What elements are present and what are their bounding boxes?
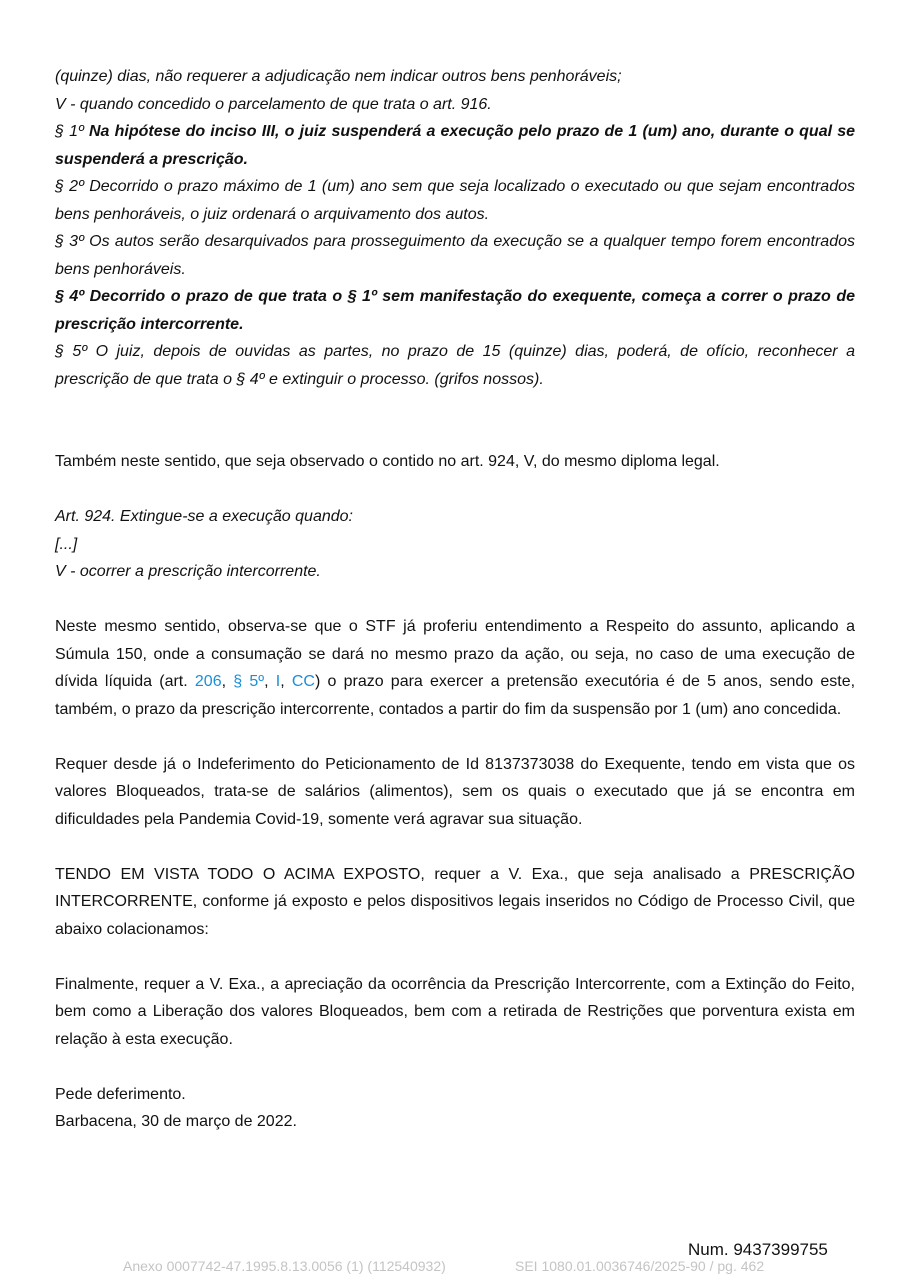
para-final: Finalmente, requer a V. Exa., a apreciação da ocorrência da Prescrição Intercorrente, com a Extinção do Feito, bem como a Liberação dos valores Bloqueados, bem com a retirada de Restrições que porventura exista em relação à esta execução. <box>55 975 855 1048</box>
closing-line-1: Pede deferimento. <box>55 1085 186 1103</box>
link-paragraph-5[interactable]: § 5º <box>233 673 265 690</box>
document-number: Num. 9437399755 <box>688 1240 828 1259</box>
art-924-ellipsis: [...] <box>55 535 78 553</box>
paragraph-3: § 3º Os autos serão desarquivados para prosseguimento da execução se a qualquer tempo forem encontrados bens penhoráveis. <box>55 233 855 278</box>
art-924-item-v: V - ocorrer a prescrição intercorrente. <box>55 563 321 580</box>
para-stf-a: Neste mesmo sentido, observa-se que o STF já proferiu entendimento a Respeito do assunto, aplicando a Súmula 150, onde a consumação se dará no mesmo prazo da ação, ou seja, no caso de uma execução de dívida líquida (art. <box>55 618 855 690</box>
para-tambem: Também neste sentido, que seja observado o contido no art. 924, V, do mesmo diploma legal. <box>55 453 720 470</box>
link-inciso-i[interactable]: I <box>275 673 281 690</box>
separator: , <box>221 673 234 690</box>
closing-line-2: Barbacena, 30 de março de 2022. <box>55 1113 297 1130</box>
para-stf-b: ) o prazo para exercer a pretensão executória é de 5 anos, sendo este, também, o prazo da prescrição intercorrente, contados a partir do fim da suspensão por 1 (um) ano concedida. <box>55 673 856 718</box>
paragraph-5: § 5º O juiz, depois de ouvidas as partes, no prazo de 15 (quinze) dias, poderá, de ofício, reconhecer a prescrição de que trata o § 4º e extinguir o processo. (grifos nossos). <box>55 343 855 388</box>
paragraph-1 <box>55 118 855 173</box>
link-art-206[interactable]: 206 <box>194 673 222 690</box>
para-stf <box>55 613 855 723</box>
footer-annex: Anexo 0007742-47.1995.8.13.0056 (1) (112540932) <box>123 1258 446 1274</box>
paragraph-4: § 4º Decorrido o prazo de que trata o § 1º sem manifestação do exequente, começa a correr o prazo de prescrição intercorrente. <box>55 288 855 333</box>
quote-line-1: (quinze) dias, não requerer a adjudicação nem indicar outros bens penhoráveis; <box>55 68 622 85</box>
paragraph-1-bold: Na hipótese do inciso III, o juiz suspenderá a execução pelo prazo de 1 (um) ano, durante o qual se suspenderá a prescrição. <box>55 123 856 168</box>
separator: , <box>280 673 292 690</box>
link-cc[interactable]: CC <box>291 673 315 690</box>
para-requer: Requer desde já o Indeferimento do Peticionamento de Id 8137373038 do Exequente, tendo em vista que os valores Bloqueados, trata-se de salários (alimentos), sem os quais o executado que já se encontra em dificuldades pela Pandemia Covid-19, somente verá agravar sua situação. <box>55 755 855 828</box>
footer-sei-page: SEI 1080.01.0036746/2025-90 / pg. 462 <box>515 1258 765 1274</box>
paragraph-1-prefix: § 1º <box>55 123 89 140</box>
art-924-heading: Art. 924. Extingue-se a execução quando: <box>55 508 353 525</box>
para-tendo: TENDO EM VISTA TODO O ACIMA EXPOSTO, requer a V. Exa., que seja analisado a PRESCRIÇÃO INTERCORRENTE, conforme já exposto e pelos dispositivos legais inseridos no Código de Processo Civil, que abaixo colacionamos: <box>55 865 855 938</box>
separator: , <box>264 673 276 690</box>
quote-line-2: V - quando concedido o parcelamento de que trata o art. 916. <box>55 95 492 113</box>
document-body <box>55 63 855 1136</box>
paragraph-2: § 2º Decorrido o prazo máximo de 1 (um) ano sem que seja localizado o executado ou que sejam encontrados bens penhoráveis, o juiz ordenará o arquivamento dos autos. <box>55 178 855 223</box>
